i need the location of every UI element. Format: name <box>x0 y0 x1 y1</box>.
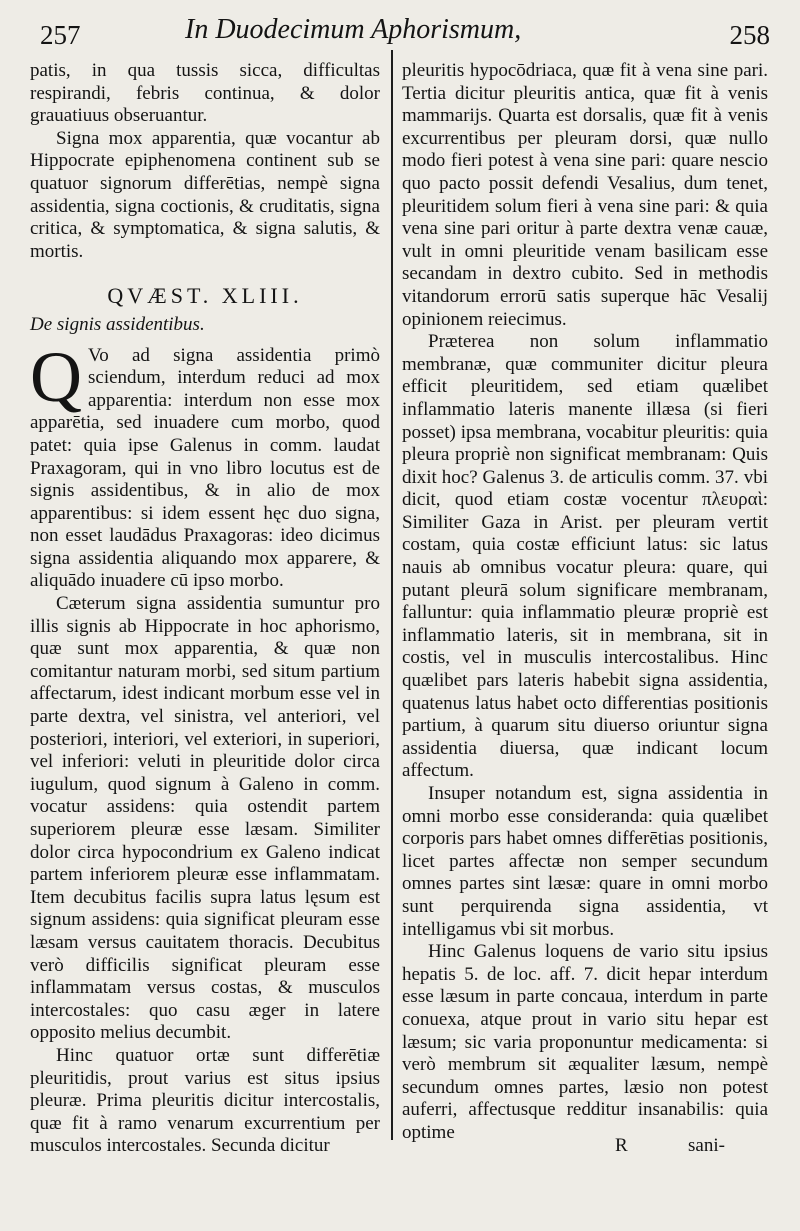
paragraph: patis, in qua tussis sicca, difficultas respirandi, febris continua, & dolor grauatiuus obseruantur. <box>30 60 380 127</box>
paragraph: Insuper notandum est, signa assidentia in omni morbo esse consideranda: quia quælibet corporis pars habet omnes differētias positionis, licet partes affectæ non semper secundum omnes partes sint læsæ: quare in omni morbo sunt perquirenda signa assidentia, vt intelligamus vbi sit morbus. <box>402 783 768 940</box>
page-number-left: 257 <box>40 20 81 50</box>
drop-cap: Q <box>30 336 82 417</box>
signature-mark: R <box>615 1135 628 1156</box>
catchword: sani- <box>688 1135 725 1156</box>
paragraph: Signa mox apparentia, quæ vocantur ab Hippocrate epiphenomena continent sub se quatuor signorum differētias, nempè signa assidentia, signa coctionis, & cruditatis, signa critica, & symptomatica, & signa salutis, & mortis. <box>30 127 380 262</box>
right-column <box>402 60 768 1145</box>
paragraph: Præterea non solum inflammatio membranæ, quæ communiter dicitur pleura efficit pleuritidem, sed etiam quælibet inflammatio lateris manente illæsa (si fieri posset) ipsa membrana, vocabitur pleuritis: quia pleura propriè non significat membranam: Quis dixit hoc? Galenus 3. de articulis comm. 37. vbi dicit, quod etiam costæ vocentur πλευραὶ: Similiter Gaza in Arist. per pleuram vertit costam, quia costæ efficiunt latus: sic latus nauis ab omnibus vocatur pleura: quare, qui putant pleurā solum significare membranam, falluntur: quia inflammatio pleuræ propriè est inflammatio lateris, sit in membrana, sit in costis, vel in musculis intercostalibus. Hinc quælibet pars lateris habebit signa assidentia, quatenus latus habet octo differentias positionis partium, à quarum situ diuerso oriuntur signa assidentia diuersa, quæ indicant locum affectum. <box>402 331 768 782</box>
paragraph-text: Vo ad signa assidentia primò sciendum, interdum reduci ad mox apparentia: interdum non esse mox apparētia, sed inuadere cum morbo, quod patet: quia ipse Galenus in comm. laudat Praxagoram, qui in vno libro locutus est de signis assidentibus, & in alio de mox apparentibus: si idem essent hęc duo signa, non esset laudādus Praxagoras: ideo dicimus signa assidentia aliquando mox apparere, & aliquādo inuadere cū ipso morbo. <box>30 344 380 592</box>
paragraph: Hinc Galenus loquens de vario situ ipsius hepatis 5. de loc. aff. 7. dicit hepar interdum esse læsum in parte concaua, interdum in parte conuexa, atque prout in vario situ hepar est læsum; sic varia proponuntur medicamenta: si verò membrum sit æqualiter læsum, nempè secundum omnes partes, læsio non potest auferri, affectusque redditur insanabilis: quia optime <box>402 941 768 1143</box>
running-title: In Duodecimum Aphorismum, <box>185 14 522 45</box>
left-column <box>30 60 380 1158</box>
question-subtitle: De signis assidentibus. <box>30 313 205 335</box>
paragraph: Hinc quatuor ortæ sunt differētiæ pleuritidis, prout varius est situs ipsius pleuræ. Prima pleuritis dicitur intercostalis, quæ fit à ramo venarum excurrentium per musculos intercostales. Secunda dicitur <box>30 1044 380 1157</box>
question-heading: QVÆST. XLIII. <box>107 283 303 309</box>
paragraph: Cæterum signa assidentia sumuntur pro illis signis ab Hippocrate in hoc aphorismo, quæ sunt mox apparentia, & quæ non comitantur naturam morbi, sed situm partium affectarum, idest indicant morbum esse vel in parte dextra, vel sinistra, vel anteriori, vel posteriori, interiori, vel exteriori, in superiori, vel inferiori: veluti in pleuritide dolor circa iugulum, quod signum à Galeno in comm. vocatur assidens: quia ostendit partem superiorem pleuræ esse læsam. Similiter dolor circa hypocondrium ex Galeno indicat partem inferiorem pleuræ esse inflammatam. Item decubitus facilis supra latus lęsum est signum assidens: quia significat pleuram esse læsam versus cauitatem thoracis. Decubitus verò difficilis significat pleuram esse inflammatam versus costas, & musculos intercostales: quo casu æger in latere opposito melius decumbit. <box>30 593 380 1044</box>
column-divider <box>391 50 393 1140</box>
paragraph-with-dropcap <box>30 336 380 594</box>
page-number-right: 258 <box>729 20 770 50</box>
paragraph: pleuritis hypocōdriaca, quæ fit à vena sine pari. Tertia dicitur pleuritis antica, quæ fit à venis mammarijs. Quarta est dorsalis, quæ fit à venis excurrentibus per pleuram dorsi, quæ nullo modo fieri potest à vena sine pari: quare nescio quo pacto possit defendi Vesalius, dum tenet, pleuritidem solum fieri à vena sine pari: & quia vena sine pari oritur à parte dextra venæ cauæ, vult in omni pleuritide venam basilicam esse secandam in dextro cubito. Sed in methodis vitandorum errorū satis superque hāc Vesalij opinionem reiecimus. <box>402 60 768 330</box>
